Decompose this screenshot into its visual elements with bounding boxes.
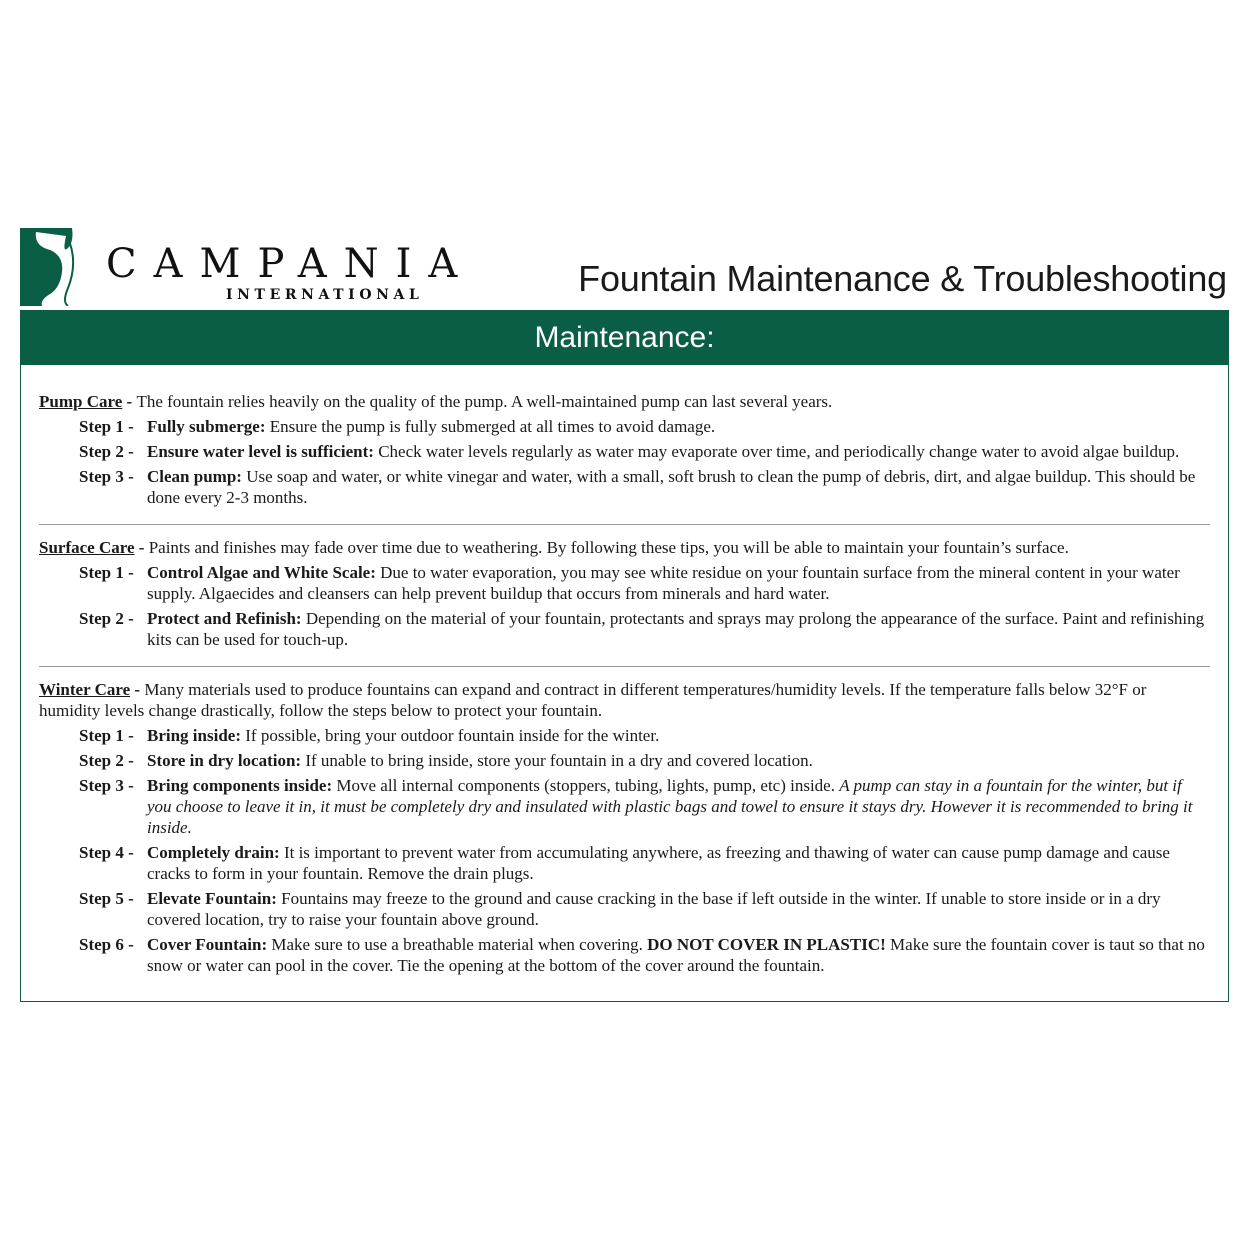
step-row: [39, 888, 1210, 930]
step-note: A pump can stay in a fountain for the winter, but if you choose to leave it in, it must be completely dry and insulated with plastic bags and towel to ensure it stays dry. However it is recommended to bring it inside.: [147, 776, 1193, 837]
logo-wordmark: CAMPANIA: [106, 241, 475, 287]
step-text-continued: Make sure the fountain cover is taut so that no snow or water can pool in the cover. Tie the opening at the bottom of the cover around the fountain.: [147, 935, 1205, 975]
section-band: Maintenance:: [21, 311, 1228, 365]
winter-care-section: [39, 679, 1210, 992]
step-title: Bring components inside:: [147, 776, 333, 795]
step-title: Store in dry location:: [147, 751, 302, 770]
step-title: Cover Fountain:: [147, 935, 268, 954]
step-number: Step 1 -: [79, 417, 134, 436]
section-divider: [39, 524, 1210, 525]
surface-care-section: [39, 537, 1210, 666]
step-number: Step 5 -: [79, 889, 134, 908]
step-row: [39, 608, 1210, 650]
label-dash: -: [134, 538, 149, 557]
step-number: Step 2 -: [79, 751, 134, 770]
step-row: [39, 441, 1210, 462]
section-label: Pump Care: [39, 392, 123, 411]
section-divider: [39, 666, 1210, 667]
warning-text: DO NOT COVER IN PLASTIC!: [647, 935, 886, 954]
campania-logo: [20, 228, 475, 308]
step-row: [39, 416, 1210, 437]
step-text: Depending on the material of your fountain, protectants and sprays may prolong the appearance of the surface. Paint and refinishing kits can be used for touch-up.: [147, 609, 1205, 649]
step-text: If unable to bring inside, store your fountain in a dry and covered location.: [301, 751, 813, 770]
step-row: [39, 725, 1210, 746]
step-number: Step 1 -: [79, 726, 134, 745]
section-intro-text: The fountain relies heavily on the quality of the pump. A well-maintained pump can last several years.: [136, 392, 833, 411]
step-row: [39, 466, 1210, 508]
logo-subtitle: INTERNATIONAL: [226, 287, 424, 303]
step-title: Completely drain:: [147, 843, 280, 862]
step-row: [39, 934, 1210, 976]
step-text: If possible, bring your outdoor fountain inside for the winter.: [241, 726, 660, 745]
maintenance-content: [39, 391, 1210, 992]
section-label: Surface Care: [39, 538, 135, 557]
maintenance-panel: [20, 310, 1229, 1002]
section-label: Winter Care: [39, 680, 131, 699]
step-number: Step 3 -: [79, 776, 134, 795]
step-row: [39, 842, 1210, 884]
section-intro-text: Paints and finishes may fade over time due to weathering. By following these tips, you will be able to maintain your fountain’s surface.: [148, 538, 1069, 557]
step-title: Protect and Refinish:: [147, 609, 302, 628]
step-number: Step 2 -: [79, 442, 134, 461]
step-text: Use soap and water, or white vinegar and water, with a small, soft brush to clean the pump of debris, dirt, and algae buildup. This should be done every 2-3 months.: [147, 467, 1196, 507]
section-intro-text: Many materials used to produce fountains can expand and contract in different temperatures/humidity levels. If the temperature falls below 32°F or humidity levels change drastically, follow the steps below to protect your fountain.: [39, 680, 1147, 720]
label-dash: -: [130, 680, 145, 699]
step-title: Ensure water level is sufficient:: [147, 442, 374, 461]
step-text: Due to water evaporation, you may see white residue on your fountain surface from the mineral content in your water supply. Algaecides and cleansers can help prevent buildup that occurs from minerals and hard water.: [147, 563, 1180, 603]
step-row: [39, 750, 1210, 771]
pump-care-section: [39, 391, 1210, 524]
step-title: Control Algae and White Scale:: [147, 563, 376, 582]
step-number: Step 3 -: [79, 467, 134, 486]
section-intro: [39, 679, 1210, 721]
section-intro: [39, 391, 1210, 412]
step-row: [39, 775, 1210, 838]
urn-logo-icon: [20, 228, 78, 306]
step-title: Elevate Fountain:: [147, 889, 277, 908]
step-title: Clean pump:: [147, 467, 242, 486]
step-row: [39, 562, 1210, 604]
step-title: Fully submerge:: [147, 417, 266, 436]
step-title: Bring inside:: [147, 726, 241, 745]
step-text: Ensure the pump is fully submerged at all times to avoid damage.: [265, 417, 716, 436]
step-text: Fountains may freeze to the ground and cause cracking in the base if left outside in the winter. If unable to store inside or in a dry covered location, try to raise your fountain above ground.: [147, 889, 1161, 929]
step-text: Check water levels regularly as water may evaporate over time, and periodically change water to avoid algae buildup.: [373, 442, 1180, 461]
step-number: Step 6 -: [79, 935, 134, 954]
step-number: Step 2 -: [79, 609, 134, 628]
document-title: Fountain Maintenance & Troubleshooting: [578, 258, 1227, 299]
step-text: Make sure to use a breathable material when covering.: [267, 935, 648, 954]
section-intro: [39, 537, 1210, 558]
step-text: Move all internal components (stoppers, tubing, lights, pump, etc) inside.: [332, 776, 840, 795]
step-number: Step 1 -: [79, 563, 134, 582]
label-dash: -: [122, 392, 137, 411]
step-text: It is important to prevent water from accumulating anywhere, as freezing and thawing of water can cause pump damage and cause cracks to form in your fountain. Remove the drain plugs.: [147, 843, 1170, 883]
step-number: Step 4 -: [79, 843, 134, 862]
